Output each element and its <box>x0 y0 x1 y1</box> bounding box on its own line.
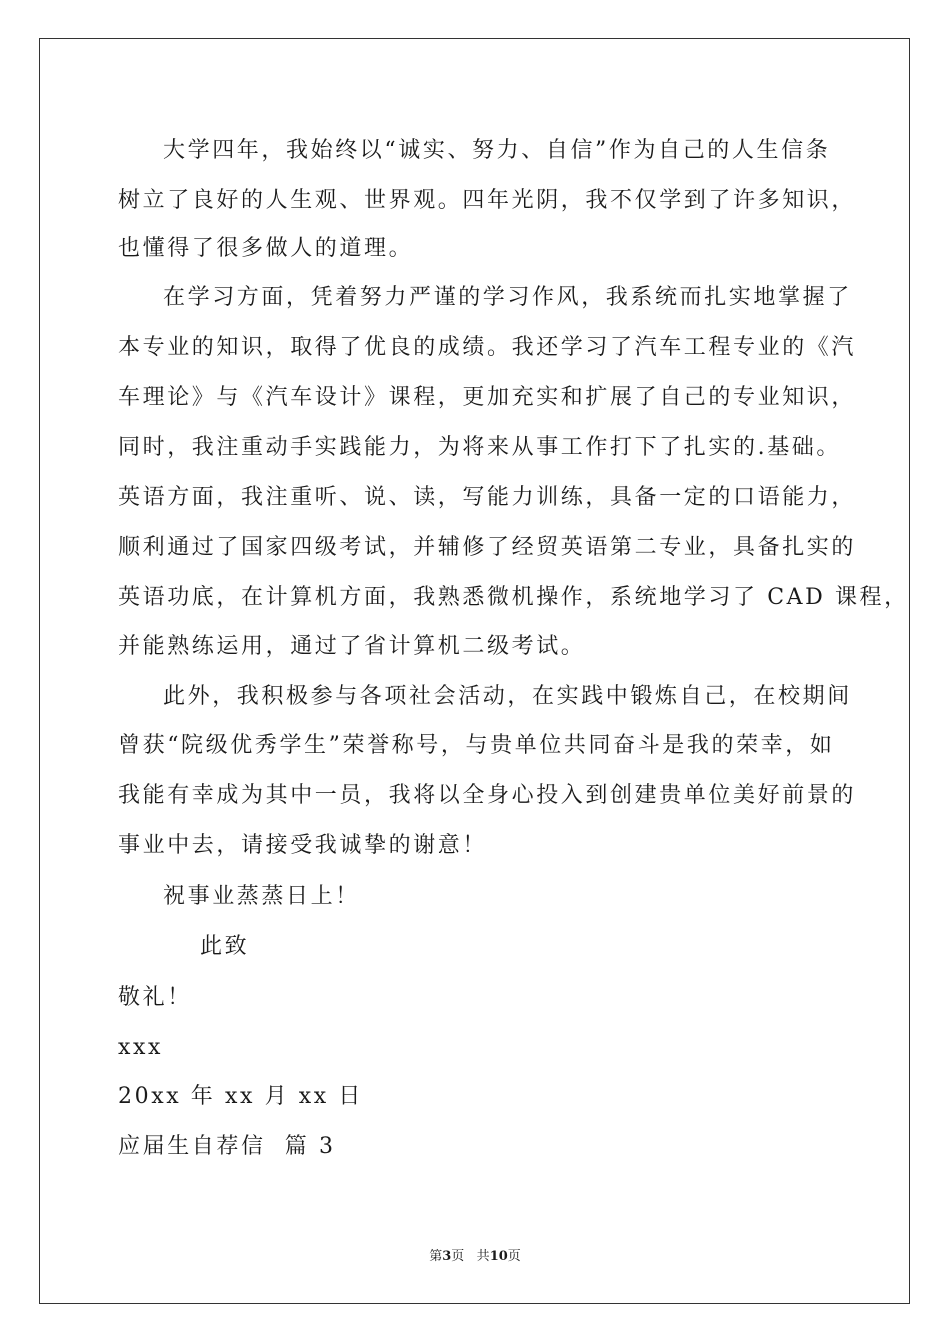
paragraph-1-line-2: 树立了良好的人生观、世界观。四年光阴，我不仅学到了许多知识， <box>118 188 857 213</box>
paragraph-3-line-2: 曾获“院级优秀学生”荣誉称号，与贵单位共同奋斗是我的荣幸，如 <box>118 733 835 758</box>
page-number: 3 <box>442 1249 452 1264</box>
total-suffix: 页 <box>507 1249 521 1264</box>
date-line: 20xx 年 xx 月 xx 日 <box>118 1084 364 1109</box>
signature: xxx <box>118 1035 164 1060</box>
paragraph-1-line-3: 也懂得了很多做人的道理。 <box>118 236 414 261</box>
paragraph-2-line-2: 本专业的知识，取得了优良的成绩。我还学习了汽车工程专业的《汽 <box>118 335 857 360</box>
closing-line: 此致 <box>200 934 250 959</box>
paragraph-2-line-4: 同时，我注重动手实践能力，为将来从事工作打下了扎实的.基础。 <box>118 435 841 460</box>
paragraph-3-line-1: 此外，我积极参与各项社会活动，在实践中锻炼自己，在校期间 <box>163 684 852 709</box>
page-prefix: 第 <box>429 1249 443 1264</box>
paragraph-2-line-5: 英语方面，我注重听、说、读，写能力训练，具备一定的口语能力， <box>118 485 857 510</box>
total-prefix: 共 <box>476 1249 490 1264</box>
paragraph-2-line-6: 顺利通过了国家四级考试，并辅修了经贸英语第二专业，具备扎实的 <box>118 535 857 560</box>
page-footer <box>0 1248 950 1266</box>
paragraph-2-line-8: 并能熟练运用，通过了省计算机二级考试。 <box>118 634 586 659</box>
wish-line: 祝事业蒸蒸日上！ <box>163 884 360 909</box>
total-pages: 10 <box>489 1249 508 1264</box>
page-border <box>39 38 910 1304</box>
paragraph-3-line-4: 事业中去，请接受我诚挚的谢意！ <box>118 833 488 858</box>
next-section-title: 应届生自荐信 篇 3 <box>118 1134 336 1159</box>
paragraph-2-line-3: 车理论》与《汽车设计》课程，更加充实和扩展了自己的专业知识， <box>118 385 857 410</box>
paragraph-1-line-1: 大学四年，我始终以“诚实、努力、自信”作为自己的人生信条 <box>163 138 831 163</box>
paragraph-3-line-3: 我能有幸成为其中一员，我将以全身心投入到创建贵单位美好前景的 <box>118 783 857 808</box>
paragraph-2-line-7: 英语功底，在计算机方面，我熟悉微机操作，系统地学习了 CAD 课程， <box>118 585 909 610</box>
paragraph-2-line-1: 在学习方面，凭着努力严谨的学习作风，我系统而扎实地掌握了 <box>163 285 852 310</box>
salute-line: 敬礼！ <box>118 985 192 1010</box>
page-suffix: 页 <box>451 1249 465 1264</box>
